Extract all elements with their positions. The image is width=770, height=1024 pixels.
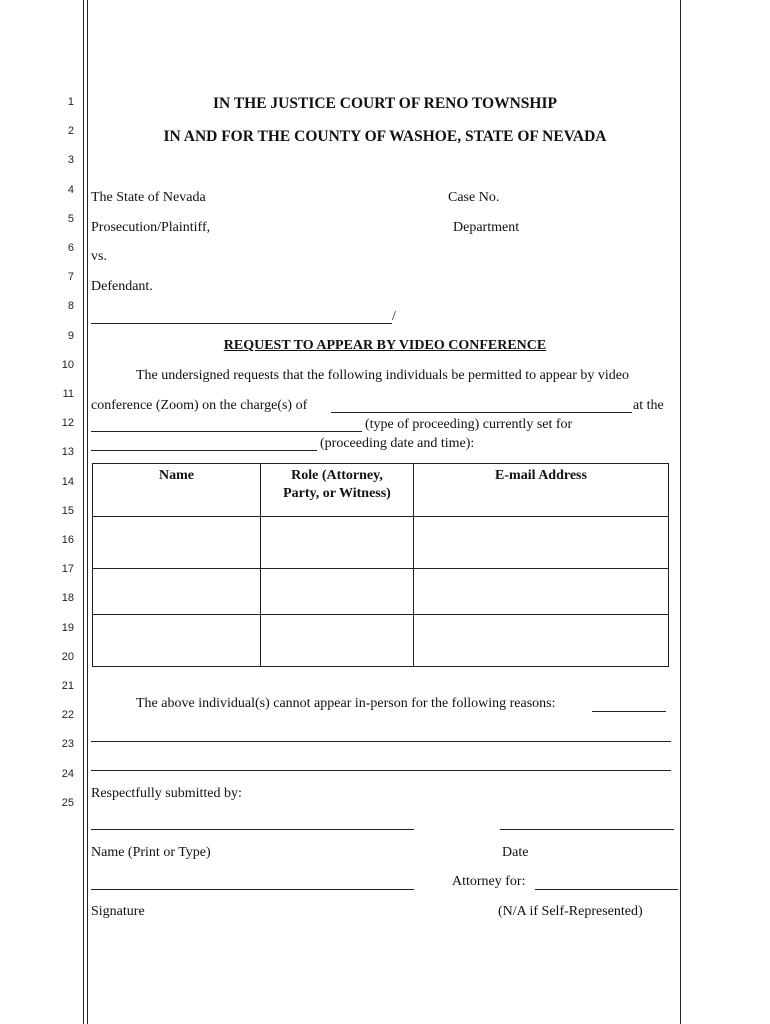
email-cell[interactable] — [414, 569, 669, 615]
line-number: 14 — [61, 475, 74, 488]
request-paragraph-line4-end: (proceeding date and time): — [320, 436, 475, 451]
attorney-for-blank[interactable] — [535, 889, 678, 890]
plaintiff-name: The State of Nevada — [91, 190, 206, 205]
line-number: 4 — [67, 183, 74, 196]
line-number: 20 — [61, 650, 74, 663]
line-number: 18 — [61, 592, 74, 605]
department-label: Department — [453, 220, 520, 235]
line-number: 2 — [67, 125, 74, 138]
line-number: 6 — [67, 242, 74, 254]
right-margin-rule — [680, 0, 681, 1024]
line-number: 17 — [61, 563, 74, 576]
email-cell[interactable] — [414, 517, 669, 569]
participants-table — [92, 463, 669, 667]
role-cell[interactable] — [261, 517, 414, 569]
line-number: 25 — [61, 796, 74, 809]
attorney-for-label: Attorney for: — [452, 874, 526, 889]
line-number: 19 — [61, 621, 74, 634]
signature-blank[interactable] — [91, 889, 414, 890]
table-row — [93, 615, 669, 667]
name-cell[interactable] — [93, 517, 261, 569]
caption-slash: / — [392, 309, 396, 324]
left-margin-rule-inner — [87, 0, 88, 1024]
reasons-text: The above individual(s) cannot appear in-person for the following reasons: — [136, 696, 556, 711]
line-number: 8 — [67, 300, 74, 313]
case-number-label: Case No. — [448, 190, 500, 205]
line-number: 12 — [61, 417, 74, 430]
signature-label: Signature — [91, 904, 145, 919]
request-paragraph-line1: The undersigned requests that the following individuals be permitted to appear by video — [136, 368, 629, 383]
date-label: Date — [502, 845, 529, 860]
role-column-header: Role (Attorney, Party, or Witness) — [261, 464, 414, 517]
court-title-line2: IN AND FOR THE COUNTY OF WASHOE, STATE OF NEVADA — [163, 128, 607, 145]
line-number: 23 — [61, 738, 74, 751]
role-cell[interactable] — [261, 569, 414, 615]
date-blank[interactable] — [500, 829, 674, 830]
line-number: 10 — [61, 358, 74, 371]
request-paragraph-line2-start: conference (Zoom) on the charge(s) of — [91, 398, 308, 413]
email-cell[interactable] — [414, 615, 669, 667]
name-column-header: Name — [93, 464, 261, 517]
proceeding-date-blank[interactable] — [91, 450, 317, 451]
line-number: 5 — [67, 212, 74, 225]
versus-text: vs. — [91, 249, 107, 264]
line-number: 21 — [61, 680, 74, 692]
line-number: 9 — [67, 329, 74, 342]
line-number: 24 — [61, 767, 74, 780]
table-header-row — [93, 464, 669, 517]
proceeding-type-blank[interactable] — [91, 431, 362, 432]
name-blank[interactable] — [91, 829, 414, 830]
line-number: 7 — [67, 271, 74, 284]
self-represented-note: (N/A if Self-Represented) — [498, 904, 643, 919]
defendant-label: Defendant. — [91, 279, 153, 294]
line-number: 22 — [61, 709, 74, 722]
reasons-blank-line1[interactable] — [91, 741, 671, 742]
line-number: 1 — [67, 96, 74, 108]
request-heading: REQUEST TO APPEAR BY VIDEO CONFERENCE — [223, 338, 547, 353]
caption-closing-line — [91, 323, 392, 324]
name-cell[interactable] — [93, 615, 261, 667]
line-number: 13 — [61, 446, 74, 459]
email-column-header: E-mail Address — [414, 464, 669, 517]
respectfully-submitted-label: Respectfully submitted by: — [91, 786, 242, 801]
line-number: 16 — [61, 534, 74, 546]
request-paragraph-line3-end: (type of proceeding) currently set for — [365, 417, 573, 432]
line-number: 11 — [62, 388, 74, 400]
reasons-blank-line2[interactable] — [91, 770, 671, 771]
role-cell[interactable] — [261, 615, 414, 667]
charges-blank[interactable] — [331, 412, 632, 413]
left-margin-rule-outer — [83, 0, 84, 1024]
line-number: 15 — [61, 504, 74, 517]
table-row — [93, 569, 669, 615]
plaintiff-role: Prosecution/Plaintiff, — [91, 220, 211, 235]
court-title-line1: IN THE JUSTICE COURT OF RENO TOWNSHIP — [213, 95, 557, 112]
request-paragraph-line2-end: at the — [633, 398, 664, 413]
table-row — [93, 517, 669, 569]
name-print-label: Name (Print or Type) — [91, 845, 211, 860]
reasons-blank-inline[interactable] — [592, 711, 666, 712]
name-cell[interactable] — [93, 569, 261, 615]
line-number: 3 — [67, 154, 74, 167]
